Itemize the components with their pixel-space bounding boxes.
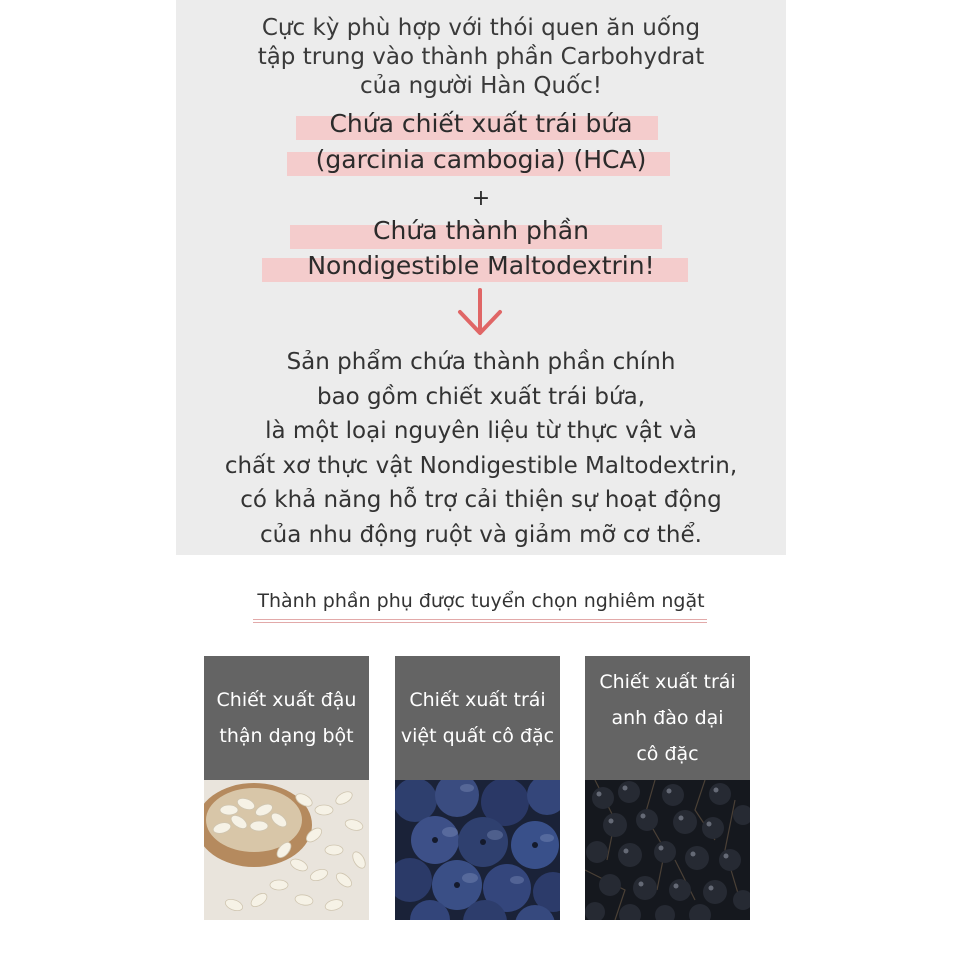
- description-line: là một loại nguyên liệu từ thực vật và: [265, 418, 697, 444]
- description-line: của nhu động ruột và giảm mỡ cơ thể.: [260, 521, 702, 548]
- ingredient-2-line-2: Nondigestible Maltodextrin!: [307, 251, 655, 280]
- caption-line: việt quất cô đặc: [400, 725, 555, 747]
- intro-text: [176, 14, 786, 101]
- ingredient-2-line-1: Chứa thành phần: [373, 216, 589, 245]
- arrow-down-icon: [455, 288, 505, 338]
- section-subtitle: Thành phần phụ được tuyển chọn nghiêm ngặt: [257, 590, 705, 612]
- subtitle-underline: [253, 619, 707, 620]
- blueberries-image: [395, 780, 560, 920]
- subtitle-underline: [253, 622, 707, 623]
- intro-line: tập trung vào thành phần Carbohydrat: [257, 44, 705, 70]
- intro-line: của người Hàn Quốc!: [359, 73, 603, 99]
- ingredient-card-beans: [204, 656, 369, 920]
- card-caption: [585, 656, 750, 780]
- plus-sign: +: [471, 186, 491, 211]
- description-line: bao gồm chiết xuất trái bứa,: [316, 383, 646, 410]
- card-caption: [204, 656, 369, 780]
- white-kidney-beans-image: [204, 780, 369, 920]
- wild-cherries-image: [585, 780, 750, 920]
- caption-line: thận dạng bột: [219, 725, 354, 747]
- description-line: có khả năng hỗ trợ cải thiện sự hoạt động: [240, 487, 722, 513]
- intro-line: Cực kỳ phù hợp với thói quen ăn uống: [261, 15, 701, 41]
- card-caption: [395, 656, 560, 780]
- ingredient-1-line-1: Chứa chiết xuất trái bứa: [329, 109, 633, 138]
- description-line: Sản phẩm chứa thành phần chính: [286, 349, 676, 375]
- ingredient-card-wild-cherries: [585, 656, 750, 920]
- caption-line: anh đào dại: [611, 707, 724, 729]
- ingredient-1-line-2: (garcinia cambogia) (HCA): [315, 145, 647, 174]
- caption-line: Chiết xuất trái: [409, 689, 546, 711]
- description-line: chất xơ thực vật Nondigestible Maltodextrin,: [224, 452, 738, 479]
- ingredient-card-blueberries: [395, 656, 560, 920]
- caption-line: cô đặc: [636, 743, 699, 765]
- caption-line: Chiết xuất đậu: [216, 689, 357, 711]
- caption-line: Chiết xuất trái: [599, 671, 736, 693]
- description-text: [176, 345, 786, 552]
